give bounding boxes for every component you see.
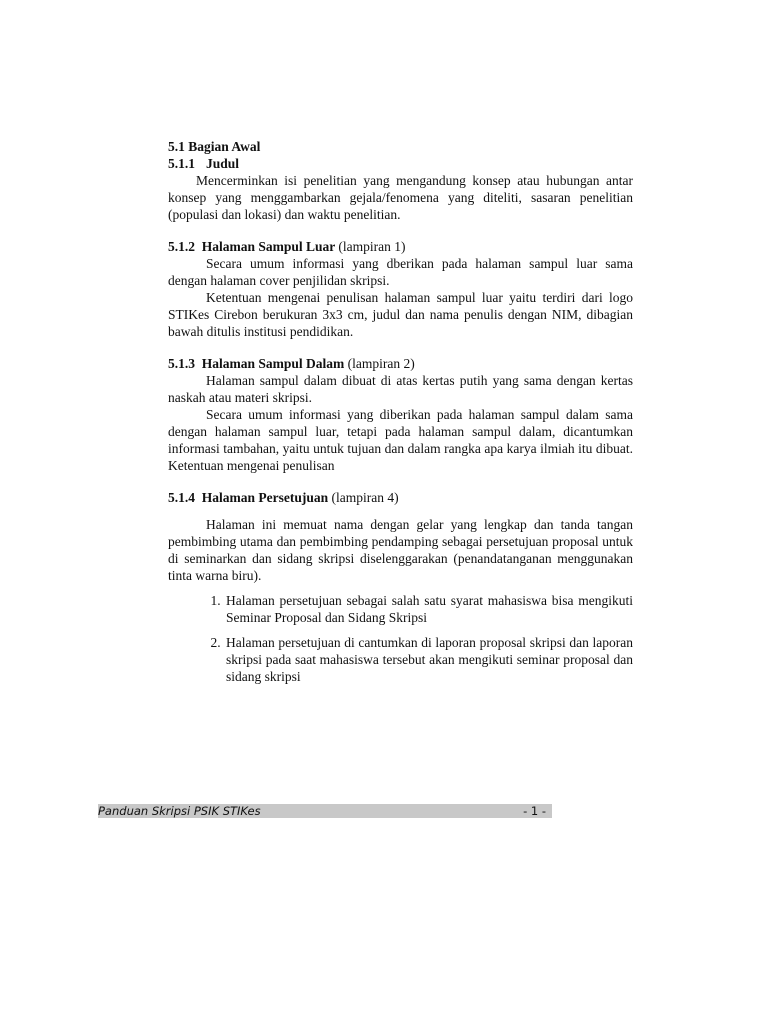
list-item: 2. Halaman persetujuan di cantumkan di laporan proposal skripsi dan laporan skripsi pada saat mahasiswa tersebut akan mengikuti seminar proposal dan sidang skripsi bbox=[224, 634, 633, 685]
section-title: Judul bbox=[206, 156, 240, 171]
section-note: (lampiran 4) bbox=[331, 490, 399, 505]
section-number: 5.1.4 bbox=[168, 490, 195, 505]
paragraph-sampul-dalam-1: Halaman sampul dalam dibuat di atas kertas putih yang sama dengan kertas naskah atau materi skripsi. bbox=[168, 373, 633, 405]
paragraph-persetujuan: Halaman ini memuat nama dengan gelar yang lengkap dan tanda tangan pembimbing utama dan pembimbing pendamping sebagai persetujuan proposal untuk di seminarkan dan sidang skripsi diselenggarakan (penandatanganan menggunakan tinta warna biru). bbox=[168, 517, 633, 583]
section-note: (lampiran 2) bbox=[347, 356, 415, 371]
document-page bbox=[168, 138, 633, 693]
section-number: 5.1.2 bbox=[168, 239, 195, 254]
section-title: Halaman Sampul Dalam bbox=[201, 356, 345, 371]
section-heading-5-1-2 bbox=[168, 238, 633, 255]
list-item: 1. Halaman persetujuan sebagai salah satu syarat mahasiswa bisa mengikuti Seminar Proposal dan Sidang Skripsi bbox=[224, 592, 633, 626]
section-title: Halaman Persetujuan bbox=[201, 490, 329, 505]
paragraph-sampul-dalam-2: Secara umum informasi yang diberikan pada halaman sampul dalam sama dengan halaman sampul luar, tetapi pada halaman sampul dalam, dicantumkan informasi tambahan, yaitu untuk tujuan dan dalam rangka apa karya ilmiah itu dibuat. Ketentuan mengenai penulisan bbox=[168, 407, 633, 473]
section-heading-5-1-1 bbox=[168, 155, 633, 172]
section-note: (lampiran 1) bbox=[338, 239, 406, 254]
footer-title: Panduan Skripsi PSIK STIKes bbox=[98, 804, 261, 818]
paragraph-sampul-luar-1: Secara umum informasi yang dberikan pada halaman sampul luar sama dengan halaman cover penjilidan skripsi. bbox=[168, 256, 633, 288]
page-footer bbox=[98, 804, 552, 818]
section-heading-5-1: 5.1 Bagian Awal bbox=[168, 139, 261, 154]
page-number: - 1 - bbox=[523, 804, 546, 818]
paragraph-sampul-luar-2: Ketentuan mengenai penulisan halaman sampul luar yaitu terdiri dari logo STIKes Cirebon berukuran 3x3 cm, judul dan nama penulis dengan NIM, dibagian bawah ditulis institusi pendidikan. bbox=[168, 290, 633, 339]
paragraph-judul: Mencerminkan isi penelitian yang mengandung konsep atau hubungan antar konsep yang menggambarkan gejala/fenomena yang diteliti, sasaran penelitian (populasi dan lokasi) dan waktu penelitian. bbox=[168, 173, 633, 222]
requirements-list bbox=[168, 592, 633, 685]
section-heading-5-1-4 bbox=[168, 489, 633, 506]
section-title: Halaman Sampul Luar bbox=[201, 239, 336, 254]
section-number: 5.1.1 bbox=[168, 156, 195, 171]
section-heading-5-1-3 bbox=[168, 355, 633, 372]
section-number: 5.1.3 bbox=[168, 356, 195, 371]
